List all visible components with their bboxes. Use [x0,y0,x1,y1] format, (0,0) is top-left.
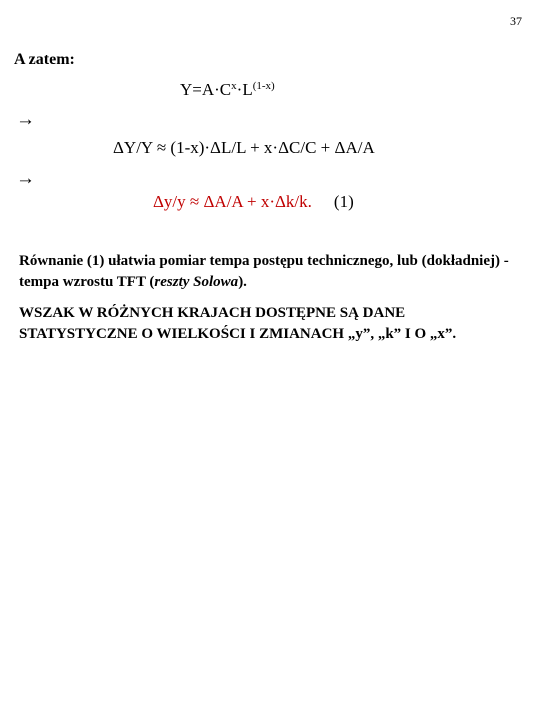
paragraph-statistics-note: WSZAK W RÓŻNYCH KRAJACH DOSTĘPNE SĄ DANE STATYSTYCZNE O WIELKOŚCI I ZMIANACH „y”, „k” I O „x”. [19,305,457,342]
intro-label: A zatem: [14,51,75,68]
eq-final-expression: Δy/y ≈ ΔA/A + x·Δk/k. [153,192,312,211]
eq-main-base: Y=A·C [180,80,232,99]
production-function-equation [180,80,275,100]
paragraph1-text-after: ). [238,274,247,290]
paragraph-tfp-measurement [19,251,524,293]
eq-main-mid: ·L [236,80,253,99]
page-number: 37 [510,14,522,28]
eq-main-exponent-1-x: (1-x) [252,80,275,92]
paragraph1-italic-term: reszty Solowa [154,274,239,290]
growth-rate-equation: ΔY/Y ≈ (1-x)·ΔL/L + x·ΔC/C + ΔA/A [113,138,375,157]
right-arrow-icon: → [16,109,35,130]
eq-main-exponent-x: x [231,80,237,92]
paragraph1-text-before: Równanie (1) ułatwia pomiar tempa postępu technicznego, lub (dokładniej) - tempa wzrostu TFT ( [19,253,509,290]
per-capita-growth-equation [153,192,354,212]
right-arrow-icon: → [16,168,35,189]
equation-number: (1) [333,192,354,211]
